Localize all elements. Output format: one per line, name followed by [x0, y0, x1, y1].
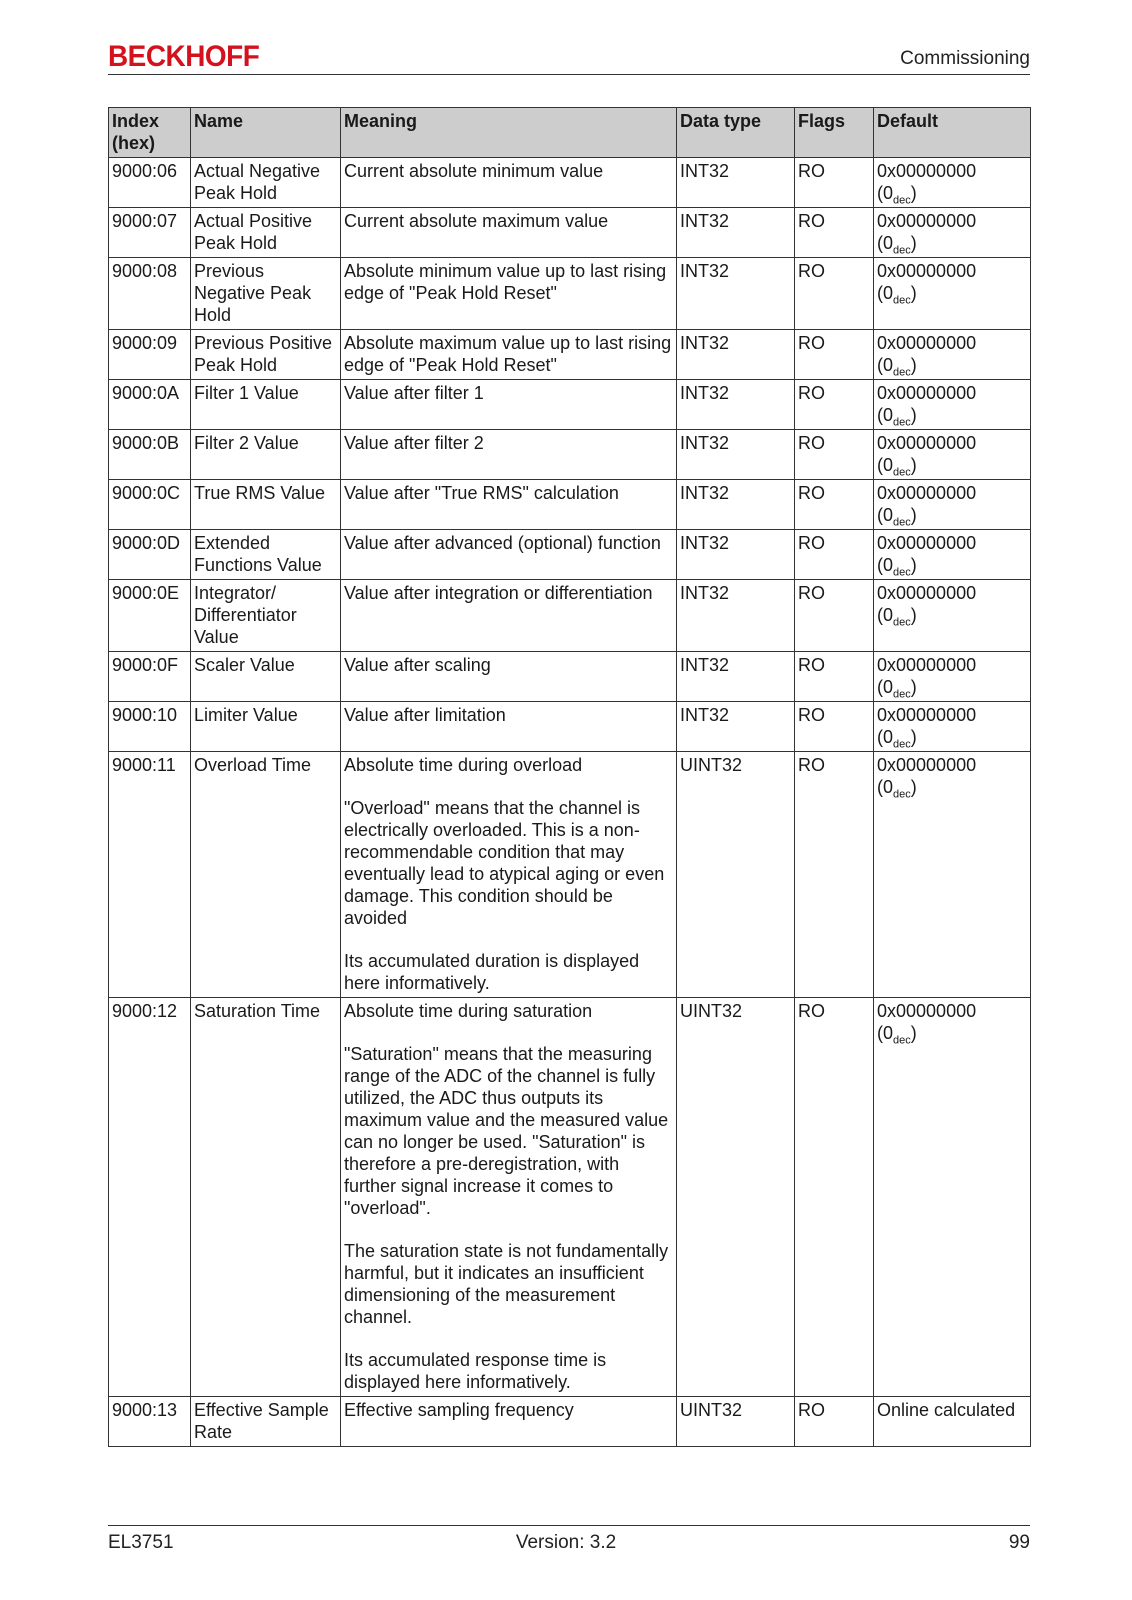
default-decimal-note: $(0_{dec})$: [877, 555, 917, 579]
flags-cell: RO: [795, 158, 874, 208]
flags-cell: RO: [795, 380, 874, 430]
name-cell: Effective Sample Rate: [191, 1397, 341, 1447]
meaning-paragraph: Current absolute minimum value: [344, 161, 604, 181]
default-value: 0x00000000: [877, 583, 977, 603]
meaning-paragraph: Value after filter 1: [344, 383, 484, 403]
default-cell: [874, 158, 1031, 208]
default-decimal-subscript: dec: [893, 1034, 911, 1047]
index-cell: 9000:0A: [109, 380, 191, 430]
default-cell: [874, 208, 1031, 258]
meaning-paragraph: Absolute maximum value up to last rising edge of "Peak Hold Reset": [344, 333, 672, 375]
meaning-paragraph: Value after integration or differentiation: [344, 583, 653, 603]
meaning-cell: [341, 702, 677, 752]
index-cell: 9000:08: [109, 258, 191, 330]
name-cell: Previous Negative Peak Hold: [191, 258, 341, 330]
meaning-cell: [341, 652, 677, 702]
data-type-cell: INT32: [677, 330, 795, 380]
header-divider: [108, 74, 1030, 75]
data-type-cell: INT32: [677, 580, 795, 652]
default-decimal-value: 0: [883, 777, 894, 797]
default-value: Online calculated: [877, 1400, 1016, 1420]
meaning-cell: [341, 752, 677, 998]
meaning-paragraph: Value after scaling: [344, 655, 491, 675]
default-decimal-value: 0: [883, 1023, 894, 1043]
meaning-paragraph: "Overload" means that the channel is electrically overloaded. This is a non-recommendable condition that may eventually lead to atypical aging or even damage. This condition should be avoided: [344, 798, 665, 928]
default-cell: [874, 380, 1031, 430]
meaning-cell: [341, 158, 677, 208]
default-decimal-subscript: dec: [893, 244, 911, 257]
meaning-cell: [341, 530, 677, 580]
table-row: [109, 702, 1031, 752]
name-cell: Extended Functions Value: [191, 530, 341, 580]
default-decimal-subscript: dec: [893, 738, 911, 751]
default-decimal-value: 0: [883, 405, 894, 425]
name-cell: Filter 2 Value: [191, 430, 341, 480]
flags-cell: RO: [795, 530, 874, 580]
data-type-cell: INT32: [677, 380, 795, 430]
table-row: [109, 652, 1031, 702]
table-row: [109, 998, 1031, 1397]
default-cell: [874, 1397, 1031, 1447]
default-cell: [874, 430, 1031, 480]
data-type-cell: INT32: [677, 702, 795, 752]
table-row: [109, 158, 1031, 208]
table-row: [109, 430, 1031, 480]
meaning-paragraph: Value after advanced (optional) function: [344, 533, 661, 553]
flags-cell: RO: [795, 998, 874, 1397]
name-cell: Actual Positive Peak Hold: [191, 208, 341, 258]
column-header-default: Default: [874, 108, 1031, 158]
data-type-cell: INT32: [677, 208, 795, 258]
default-value: 0x00000000: [877, 333, 977, 353]
flags-cell: RO: [795, 580, 874, 652]
data-type-cell: INT32: [677, 652, 795, 702]
footer-divider: [108, 1525, 1030, 1526]
default-decimal-note: $(0_{dec})$: [877, 727, 917, 751]
default-decimal-subscript: dec: [893, 466, 911, 479]
meaning-cell: [341, 380, 677, 430]
meaning-paragraph: "Saturation" means that the measuring range of the ADC of the channel is fully utilized, the ADC thus outputs its maximum value and the measured value can no longer be used. "Saturation" is therefore a pre-deregistration, with further signal increase it comes to "overload".: [344, 1044, 669, 1218]
table-row: [109, 1397, 1031, 1447]
index-cell: 9000:06: [109, 158, 191, 208]
default-cell: [874, 580, 1031, 652]
table-body: [109, 158, 1031, 1447]
default-decimal-subscript: dec: [893, 688, 911, 701]
meaning-cell: [341, 430, 677, 480]
name-cell: Scaler Value: [191, 652, 341, 702]
default-decimal-subscript: dec: [893, 416, 911, 429]
default-decimal-value: 0: [883, 455, 894, 475]
table-row: [109, 330, 1031, 380]
data-type-cell: UINT32: [677, 1397, 795, 1447]
default-decimal-value: 0: [883, 677, 894, 697]
meaning-paragraph: Current absolute maximum value: [344, 211, 609, 231]
meaning-cell: [341, 998, 677, 1397]
default-decimal-value: 0: [883, 233, 894, 253]
default-cell: [874, 530, 1031, 580]
index-cell: 9000:11: [109, 752, 191, 998]
flags-cell: RO: [795, 1397, 874, 1447]
index-cell: 9000:10: [109, 702, 191, 752]
name-cell: True RMS Value: [191, 480, 341, 530]
data-type-cell: INT32: [677, 430, 795, 480]
default-cell: [874, 702, 1031, 752]
flags-cell: RO: [795, 208, 874, 258]
default-decimal-subscript: dec: [893, 566, 911, 579]
meaning-paragraph: Its accumulated response time is displayed here informatively.: [344, 1350, 607, 1392]
column-header-flags: Flags: [795, 108, 874, 158]
meaning-paragraph: Value after "True RMS" calculation: [344, 483, 619, 503]
default-decimal-value: 0: [883, 355, 894, 375]
default-decimal-subscript: dec: [893, 788, 911, 801]
default-cell: [874, 752, 1031, 998]
name-cell: Filter 1 Value: [191, 380, 341, 430]
default-decimal-note: $(0_{dec})$: [877, 283, 917, 307]
data-type-cell: INT32: [677, 480, 795, 530]
table-row: [109, 480, 1031, 530]
index-cell: 9000:07: [109, 208, 191, 258]
default-decimal-subscript: dec: [893, 616, 911, 629]
default-value: 0x00000000: [877, 655, 977, 675]
default-cell: [874, 330, 1031, 380]
name-cell: Actual Negative Peak Hold: [191, 158, 341, 208]
meaning-cell: [341, 480, 677, 530]
default-decimal-subscript: dec: [893, 194, 911, 207]
default-decimal-value: 0: [883, 605, 894, 625]
index-cell: 9000:0D: [109, 530, 191, 580]
default-decimal-note: $(0_{dec})$: [877, 233, 917, 257]
name-cell: Overload Time: [191, 752, 341, 998]
default-value: 0x00000000: [877, 755, 977, 775]
column-header-data-type: Data type: [677, 108, 795, 158]
data-type-cell: UINT32: [677, 998, 795, 1397]
meaning-paragraph: Value after filter 2: [344, 433, 484, 453]
beckhoff-logo: BECKHOFF: [108, 40, 260, 73]
index-cell: 9000:0C: [109, 480, 191, 530]
index-cell: 9000:0B: [109, 430, 191, 480]
table-row: [109, 580, 1031, 652]
meaning-paragraph: Absolute time during overload: [344, 755, 583, 775]
meaning-paragraph: The saturation state is not fundamentally harmful, but it indicates an insufficient dimensioning of the measurement channel.: [344, 1241, 669, 1327]
index-cell: 9000:09: [109, 330, 191, 380]
meaning-paragraph: Effective sampling frequency: [344, 1400, 574, 1420]
default-decimal-note: $(0_{dec})$: [877, 405, 917, 429]
default-cell: [874, 258, 1031, 330]
name-cell: Previous Positive Peak Hold: [191, 330, 341, 380]
index-cell: 9000:13: [109, 1397, 191, 1447]
default-value: 0x00000000: [877, 433, 977, 453]
flags-cell: RO: [795, 752, 874, 998]
default-decimal-subscript: dec: [893, 294, 911, 307]
meaning-cell: [341, 258, 677, 330]
default-decimal-note: $(0_{dec})$: [877, 777, 917, 801]
index-cell: 9000:0F: [109, 652, 191, 702]
index-cell: 9000:12: [109, 998, 191, 1397]
default-value: 0x00000000: [877, 161, 977, 181]
default-decimal-note: $(0_{dec})$: [877, 455, 917, 479]
default-decimal-note: $(0_{dec})$: [877, 183, 917, 207]
index-cell: 9000:0E: [109, 580, 191, 652]
table-row: [109, 258, 1031, 330]
default-value: 0x00000000: [877, 483, 977, 503]
default-cell: [874, 998, 1031, 1397]
column-header-meaning: Meaning: [341, 108, 677, 158]
data-type-cell: UINT32: [677, 752, 795, 998]
footer-version: Version: 3.2: [515, 1532, 617, 1553]
footer-product: EL3751: [108, 1532, 174, 1553]
name-cell: Limiter Value: [191, 702, 341, 752]
default-decimal-value: 0: [883, 283, 894, 303]
flags-cell: RO: [795, 652, 874, 702]
default-decimal-value: 0: [883, 727, 894, 747]
table-row: [109, 380, 1031, 430]
meaning-paragraph: Absolute minimum value up to last rising edge of "Peak Hold Reset": [344, 261, 667, 303]
default-value: 0x00000000: [877, 383, 977, 403]
default-decimal-value: 0: [883, 505, 894, 525]
meaning-paragraph: Value after limitation: [344, 705, 506, 725]
flags-cell: RO: [795, 430, 874, 480]
default-decimal-note: $(0_{dec})$: [877, 355, 917, 379]
default-value: 0x00000000: [877, 533, 977, 553]
default-decimal-note: $(0_{dec})$: [877, 505, 917, 529]
table-row: [109, 530, 1031, 580]
meaning-paragraph: Absolute time during saturation: [344, 1001, 593, 1021]
table-row: [109, 752, 1031, 998]
column-header-index: Index (hex): [109, 108, 191, 158]
default-cell: [874, 480, 1031, 530]
page-number: 99: [1008, 1532, 1030, 1553]
default-decimal-value: 0: [883, 183, 894, 203]
default-decimal-note: $(0_{dec})$: [877, 677, 917, 701]
meaning-cell: [341, 208, 677, 258]
default-value: 0x00000000: [877, 261, 977, 281]
name-cell: Saturation Time: [191, 998, 341, 1397]
name-cell: Integrator/ Differentiator Value: [191, 580, 341, 652]
meaning-cell: [341, 1397, 677, 1447]
default-decimal-note: $(0_{dec})$: [877, 1023, 917, 1047]
default-decimal-subscript: dec: [893, 366, 911, 379]
flags-cell: RO: [795, 330, 874, 380]
flags-cell: RO: [795, 258, 874, 330]
column-header-name: Name: [191, 108, 341, 158]
data-type-cell: INT32: [677, 530, 795, 580]
meaning-paragraph: Its accumulated duration is displayed here informatively.: [344, 951, 640, 993]
meaning-cell: [341, 330, 677, 380]
table-row: [109, 208, 1031, 258]
default-decimal-note: $(0_{dec})$: [877, 605, 917, 629]
data-type-cell: INT32: [677, 258, 795, 330]
meaning-cell: [341, 580, 677, 652]
table-header-row: [109, 108, 1031, 158]
data-type-cell: INT32: [677, 158, 795, 208]
section-title: Commissioning: [900, 48, 1030, 69]
default-value: 0x00000000: [877, 705, 977, 725]
default-value: 0x00000000: [877, 211, 977, 231]
flags-cell: RO: [795, 702, 874, 752]
flags-cell: RO: [795, 480, 874, 530]
object-parameter-table: [108, 107, 1031, 1447]
default-decimal-value: 0: [883, 555, 894, 575]
default-value: 0x00000000: [877, 1001, 977, 1021]
default-decimal-subscript: dec: [893, 516, 911, 529]
default-cell: [874, 652, 1031, 702]
